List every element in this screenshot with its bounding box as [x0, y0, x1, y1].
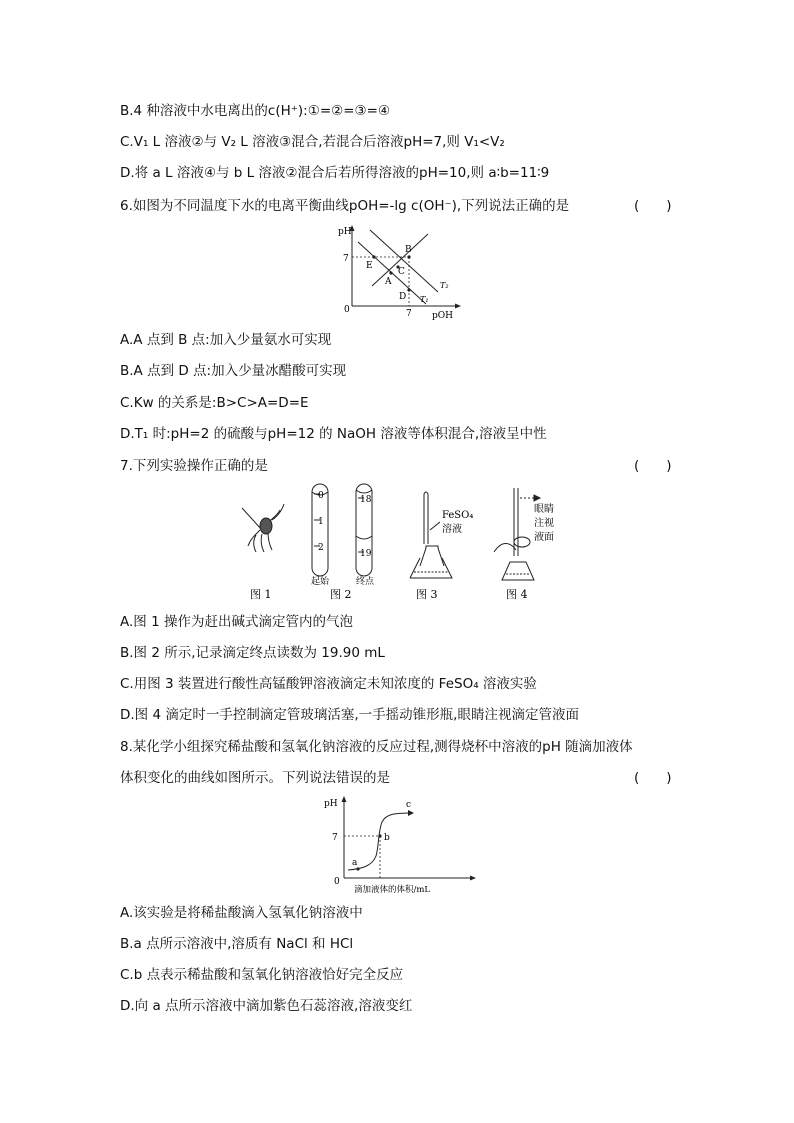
q8-stem-line1: 8.某化学小组探究稀盐酸和氢氧化钠溶液的反应过程,测得烧杯中溶液的pH 随滴加液体 — [120, 739, 633, 755]
fig2-label-end: 终点 — [356, 577, 375, 587]
q6-curve-t2 — [370, 230, 438, 292]
q7-option-d: D.图 4 滴定时一手控制滴定管玻璃活塞,一手摇动锥形瓶,眼睛注视滴定管液面 — [120, 707, 579, 723]
q8-point-b: b — [384, 833, 390, 843]
fig3-label-solution: 溶液 — [442, 524, 462, 535]
q7-answer-paren: ( ) — [634, 458, 672, 474]
q8-origin-label: 0 — [334, 877, 340, 887]
q6-label-t2: T₂ — [440, 281, 449, 290]
fig2-tick-18: 18 — [360, 495, 372, 505]
fig2-tick-1: 1 — [318, 517, 324, 527]
fig4-label-eye: 眼睛 — [534, 504, 554, 515]
fig2-tick-0: 0 — [318, 491, 324, 501]
q6-option-d: D.T₁ 时:pH=2 的硫酸与pH=12 的 NaOH 溶液等体积混合,溶液呈中性 — [120, 426, 547, 442]
fig2-label-start: 起始 — [311, 577, 330, 587]
q5-option-d: D.将 a L 溶液④与 b L 溶液②混合后若所得溶液的pH=10,则 a∶b=11∶9 — [120, 165, 550, 181]
q8-y-tick-7: 7 — [332, 833, 338, 843]
caption-fig3: 图 3 — [416, 588, 438, 601]
fig2-burette-readings — [312, 484, 372, 576]
fig4-label-watch: 注视 — [534, 518, 554, 529]
q8-answer-paren: ( ) — [634, 770, 672, 786]
caption-fig2: 图 2 — [330, 588, 352, 601]
q7-stem: 7.下列实验操作正确的是 — [120, 458, 268, 474]
q8-ph-titration-figure — [318, 792, 478, 894]
q6-origin-label: 0 — [344, 305, 350, 315]
fig3-label-feso4: FeSO₄ — [442, 510, 474, 521]
q6-ph-poh-figure — [330, 222, 470, 320]
q8-option-a: A.该实验是将稀盐酸滴入氢氧化钠溶液中 — [120, 905, 363, 921]
caption-fig4: 图 4 — [506, 588, 528, 601]
q8-option-d: D.向 a 点所示溶液中滴加紫色石蕊溶液,溶液变红 — [120, 998, 413, 1014]
q7-option-b: B.图 2 所示,记录滴定终点读数为 19.90 mL — [120, 645, 385, 661]
fig1-hand-bubble-icon — [242, 504, 284, 552]
fig3-flask-icon — [410, 492, 452, 578]
q6-x-tick-7: 7 — [406, 309, 412, 319]
q5-option-b: B.4 种溶液中水电离出的c(H⁺):①=②=③=④ — [120, 103, 391, 119]
q7-option-c: C.用图 3 装置进行酸性高锰酸钾溶液滴定未知浓度的 FeSO₄ 溶液实验 — [120, 676, 537, 692]
q7-apparatus-figure — [232, 480, 562, 604]
q8-x-axis-label: 滴加液体的体积/mL — [354, 885, 431, 894]
q6-x-axis-label: pOH — [432, 311, 453, 320]
q6-option-b: B.A 点到 D 点:加入少量冰醋酸可实现 — [120, 363, 347, 379]
q6-point-c: C — [398, 267, 405, 277]
fig4-label-level: 液面 — [534, 532, 554, 543]
fig2-tick-2: 2 — [318, 543, 324, 553]
fig2-tick-19: 19 — [360, 549, 372, 559]
q7-option-a: A.图 1 操作为赶出碱式滴定管内的气泡 — [120, 614, 353, 630]
q6-option-c: C.Kw 的关系是:B>C>A=D=E — [120, 395, 309, 411]
q6-point-d: D — [399, 292, 407, 302]
q6-answer-paren: ( ) — [634, 198, 672, 214]
q6-stem: 6.如图为不同温度下水的电离平衡曲线pOH=-lg c(OH⁻),下列说法正确的是 — [120, 198, 570, 214]
q6-label-t1: T₁ — [420, 295, 429, 304]
q5-option-c: C.V₁ L 溶液②与 V₂ L 溶液③混合,若混合后溶液pH=7,则 V₁<V₂ — [120, 134, 505, 150]
q8-point-a: a — [352, 858, 358, 868]
q6-point-e: E — [366, 261, 373, 271]
q6-option-a: A.A 点到 B 点:加入少量氨水可实现 — [120, 332, 332, 348]
q8-y-axis-label: pH — [324, 799, 338, 809]
q6-neutral-line — [372, 234, 428, 286]
q8-stem-line2: 体积变化的曲线如图所示。下列说法错误的是 — [120, 770, 390, 786]
q8-option-c: C.b 点表示稀盐酸和氢氧化钠溶液恰好完全反应 — [120, 967, 404, 983]
q6-y-tick-7: 7 — [343, 254, 349, 264]
q6-point-a: A — [385, 277, 392, 287]
q6-y-axis-label: pH — [338, 227, 352, 237]
q8-option-b: B.a 点所示溶液中,溶质有 NaCl 和 HCl — [120, 936, 354, 952]
q8-point-c: c — [406, 800, 412, 810]
q6-point-b: B — [405, 245, 412, 255]
caption-fig1: 图 1 — [250, 588, 272, 601]
